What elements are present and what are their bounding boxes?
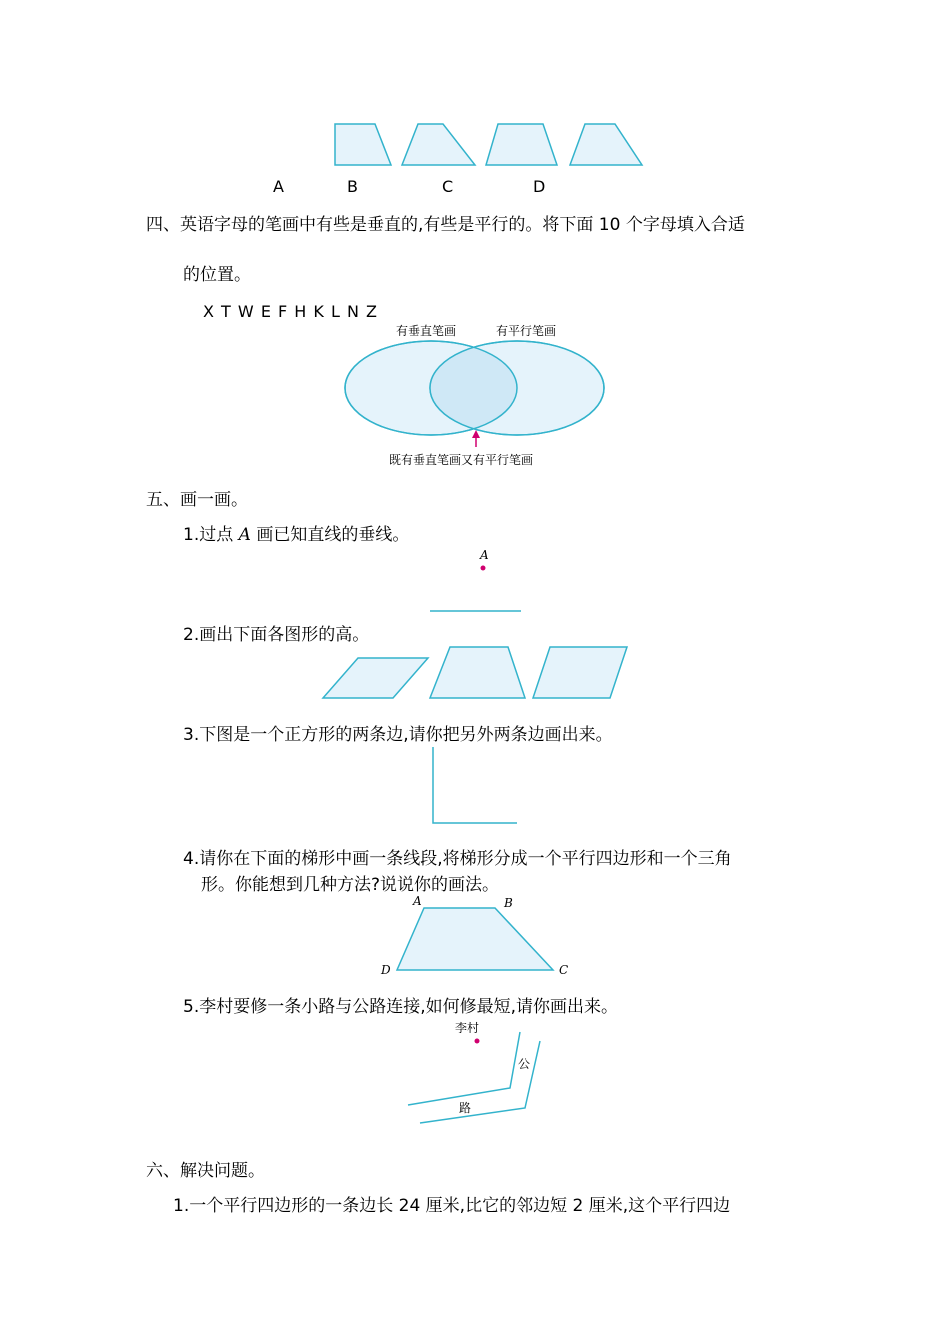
q2-number: 2. [183,625,200,645]
road-label-1: 公 [518,1057,531,1071]
section4-title-line1: 四、英语字母的笔画中有些是垂直的,有些是平行的。将下面 10 个字母填入合适 [146,215,745,235]
vertex-a-label: A [413,894,422,908]
vertex-b-label: B [504,896,513,910]
vertex-d-label: D [381,963,391,977]
s6-q1-number: 1. [173,1196,190,1216]
shape-label-d: D [533,177,546,196]
section6-title: 六、解决问题。 [146,1161,265,1181]
q5-number: 5. [183,997,200,1017]
venn-bottom-label: 既有垂直笔画又有平行笔画 [389,453,534,467]
q1-number: 1. [183,525,200,545]
q3-text-body: 下图是一个正方形的两条边,请你把另外两条边画出来。 [199,725,613,745]
q4-text-body: 请你在下面的梯形中画一条线段,将梯形分成一个平行四边形和一个三角 [199,849,732,869]
village-dot [475,1039,480,1044]
point-a-label: A [480,548,489,562]
q4-number: 4. [183,849,200,869]
venn-right-label: 有平行笔画 [496,324,557,338]
road-edge-1 [408,1032,520,1105]
road-label-2: 路 [459,1101,472,1115]
shape-label-a: A [273,177,284,196]
venn-left-label: 有垂直笔画 [396,324,457,338]
q1-point: A [238,525,251,545]
q5-text-body: 李村要修一条小路与公路连接,如何修最短,请你画出来。 [199,997,619,1017]
vertex-c-label: C [559,963,569,977]
q1-text-b: 画已知直线的垂线。 [250,525,410,545]
shape-label-c: C [442,177,454,196]
road-edge-2 [420,1041,540,1123]
s6-q1-text [173,1196,730,1216]
s6-q1-body: 一个平行四边形的一条边长 24 厘米,比它的邻边短 2 厘米,这个平行四边 [189,1196,731,1216]
q2-text-body: 画出下面各图形的高。 [199,625,370,645]
letters-list: X T W E F H K L N Z [203,302,379,321]
q1-text-a: 过点 [199,525,239,545]
section5-title: 五、画一画。 [146,490,248,510]
section4-title-line2: 的位置。 [183,265,251,285]
q4-text-line2: 形。你能想到几种方法?说说你的画法。 [201,875,500,895]
village-label: 李村 [455,1021,480,1035]
shape-label-b: B [347,177,358,196]
q3-number: 3. [183,725,200,745]
